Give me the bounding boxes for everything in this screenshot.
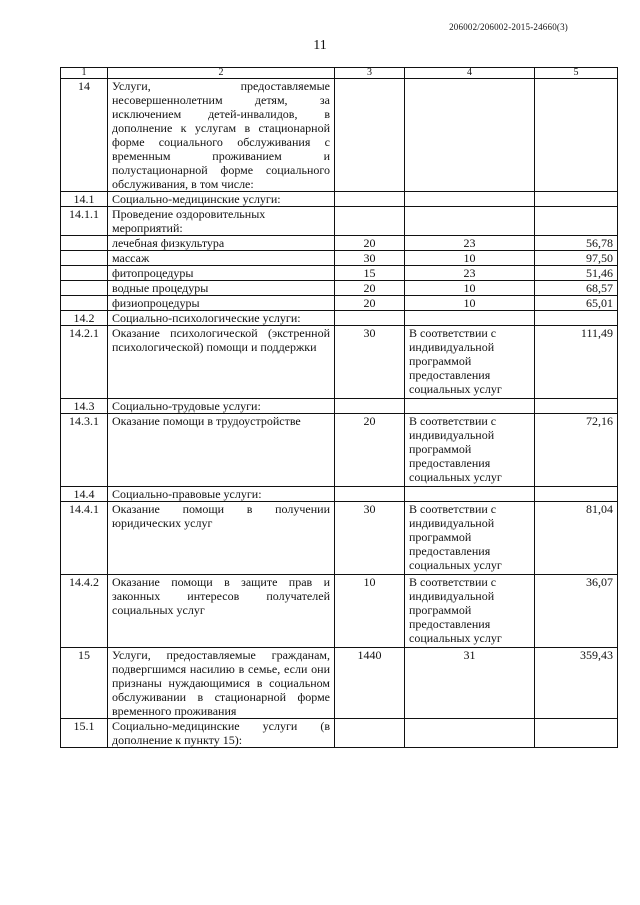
sub-item-col3: 20 (335, 236, 405, 251)
row-col5: 359,43 (535, 648, 618, 719)
sub-item-col4: 10 (405, 251, 535, 266)
empty-cell (335, 311, 405, 326)
row-text: Оказание помощи в получении юридических услуг (108, 502, 335, 575)
table-row (61, 719, 618, 748)
sub-item-col5: 56,78 (535, 236, 618, 251)
row-number: 15 (61, 648, 108, 719)
document-number: 206002/206002-2015-24660(3) (449, 22, 568, 32)
table-row (61, 207, 618, 236)
empty-cell (535, 487, 618, 502)
empty-cell (335, 399, 405, 414)
row-text: Социально-медицинские услуги (в дополнение к пункту 15): (108, 719, 335, 748)
sub-item-col5: 65,01 (535, 296, 618, 311)
sub-item-name: физиопроцедуры (108, 296, 335, 311)
sub-item-col4: 10 (405, 296, 535, 311)
row-number: 14.4 (61, 487, 108, 502)
sub-item-name: фитопроцедуры (108, 266, 335, 281)
empty-cell (535, 719, 618, 748)
empty-cell (405, 399, 535, 414)
table-row (61, 648, 618, 719)
table-row (61, 251, 618, 266)
row-number: 14.3.1 (61, 414, 108, 487)
row-col4: В соответствии с индивидуальной программой предоставления социальных услуг (405, 502, 535, 575)
table-row (61, 236, 618, 251)
empty-cell (405, 719, 535, 748)
row-text: Услуги, предоставляемые гражданам, подвергшимся насилию в семье, если они признаны нуждающимися в социальном обслуживании в стационарной форме временного проживания (108, 648, 335, 719)
empty-cell (405, 311, 535, 326)
empty-cell (335, 192, 405, 207)
sub-item-col3: 20 (335, 281, 405, 296)
empty-cell (535, 207, 618, 236)
row-number: 15.1 (61, 719, 108, 748)
row-text: Проведение оздоровительных мероприятий: (108, 207, 335, 236)
row-text: Социально-правовые услуги: (108, 487, 335, 502)
table-row (61, 399, 618, 414)
row-col5: 81,04 (535, 502, 618, 575)
empty-cell (335, 207, 405, 236)
table-row (61, 575, 618, 648)
empty-cell (335, 719, 405, 748)
table-row (61, 79, 618, 192)
table-row (61, 281, 618, 296)
sub-item-col5: 97,50 (535, 251, 618, 266)
table-row (61, 502, 618, 575)
row-text: Оказание помощи в защите прав и законных интересов получателей социальных услуг (108, 575, 335, 648)
column-header: 4 (405, 68, 535, 79)
row-text: Социально-трудовые услуги: (108, 399, 335, 414)
table-row (61, 296, 618, 311)
column-header: 1 (61, 68, 108, 79)
empty-cell (535, 192, 618, 207)
row-col3: 30 (335, 502, 405, 575)
row-text: Социально-психологические услуги: (108, 311, 335, 326)
sub-item-name: массаж (108, 251, 335, 266)
row-text: Оказание психологической (экстренной психологической) помощи и поддержки (108, 326, 335, 399)
row-col5: 72,16 (535, 414, 618, 487)
empty-cell (405, 79, 535, 192)
row-col4: В соответствии с индивидуальной программой предоставления социальных услуг (405, 326, 535, 399)
row-number: 14.2 (61, 311, 108, 326)
sub-item-col3: 20 (335, 296, 405, 311)
sub-item-col4: 10 (405, 281, 535, 296)
column-header: 3 (335, 68, 405, 79)
empty-cell (335, 487, 405, 502)
empty-cell (535, 311, 618, 326)
sub-item-col5: 68,57 (535, 281, 618, 296)
row-col5: 36,07 (535, 575, 618, 648)
empty-cell (61, 281, 108, 296)
row-number: 14 (61, 79, 108, 192)
sub-item-col3: 15 (335, 266, 405, 281)
empty-cell (405, 207, 535, 236)
column-header: 5 (535, 68, 618, 79)
sub-item-col4: 23 (405, 266, 535, 281)
sub-item-col4: 23 (405, 236, 535, 251)
table-row (61, 326, 618, 399)
row-text: Социально-медицинские услуги: (108, 192, 335, 207)
page-number: 11 (313, 38, 327, 53)
row-number: 14.2.1 (61, 326, 108, 399)
table-row (61, 266, 618, 281)
sub-item-name: лечебная физкультура (108, 236, 335, 251)
empty-cell (535, 399, 618, 414)
row-col4: В соответствии с индивидуальной программой предоставления социальных услуг (405, 575, 535, 648)
empty-cell (535, 79, 618, 192)
row-text: Оказание помощи в трудоустройстве (108, 414, 335, 487)
sub-item-col3: 30 (335, 251, 405, 266)
services-table (60, 67, 618, 748)
row-number: 14.3 (61, 399, 108, 414)
row-col3: 10 (335, 575, 405, 648)
row-col3: 1440 (335, 648, 405, 719)
sub-item-name: водные процедуры (108, 281, 335, 296)
table-row (61, 311, 618, 326)
row-col3: 20 (335, 414, 405, 487)
column-header: 2 (108, 68, 335, 79)
empty-cell (61, 296, 108, 311)
empty-cell (61, 236, 108, 251)
table-row (61, 487, 618, 502)
empty-cell (61, 251, 108, 266)
row-number: 14.1.1 (61, 207, 108, 236)
row-number: 14.4.1 (61, 502, 108, 575)
table-row (61, 414, 618, 487)
empty-cell (61, 266, 108, 281)
row-col4: 31 (405, 648, 535, 719)
table-row (61, 192, 618, 207)
empty-cell (335, 79, 405, 192)
row-number: 14.4.2 (61, 575, 108, 648)
sub-item-col5: 51,46 (535, 266, 618, 281)
row-col3: 30 (335, 326, 405, 399)
column-header-row (61, 68, 618, 79)
row-text: Услуги, предоставляемые несовершеннолетним детям, за исключением детей-инвалидов, в дополнение к услугам в стационарной форме социального обслуживания с временным проживанием и полустационарной форме социального обслуживания, в том числе: (108, 79, 335, 192)
empty-cell (405, 192, 535, 207)
row-col5: 111,49 (535, 326, 618, 399)
row-col4: В соответствии с индивидуальной программой предоставления социальных услуг (405, 414, 535, 487)
empty-cell (405, 487, 535, 502)
row-number: 14.1 (61, 192, 108, 207)
